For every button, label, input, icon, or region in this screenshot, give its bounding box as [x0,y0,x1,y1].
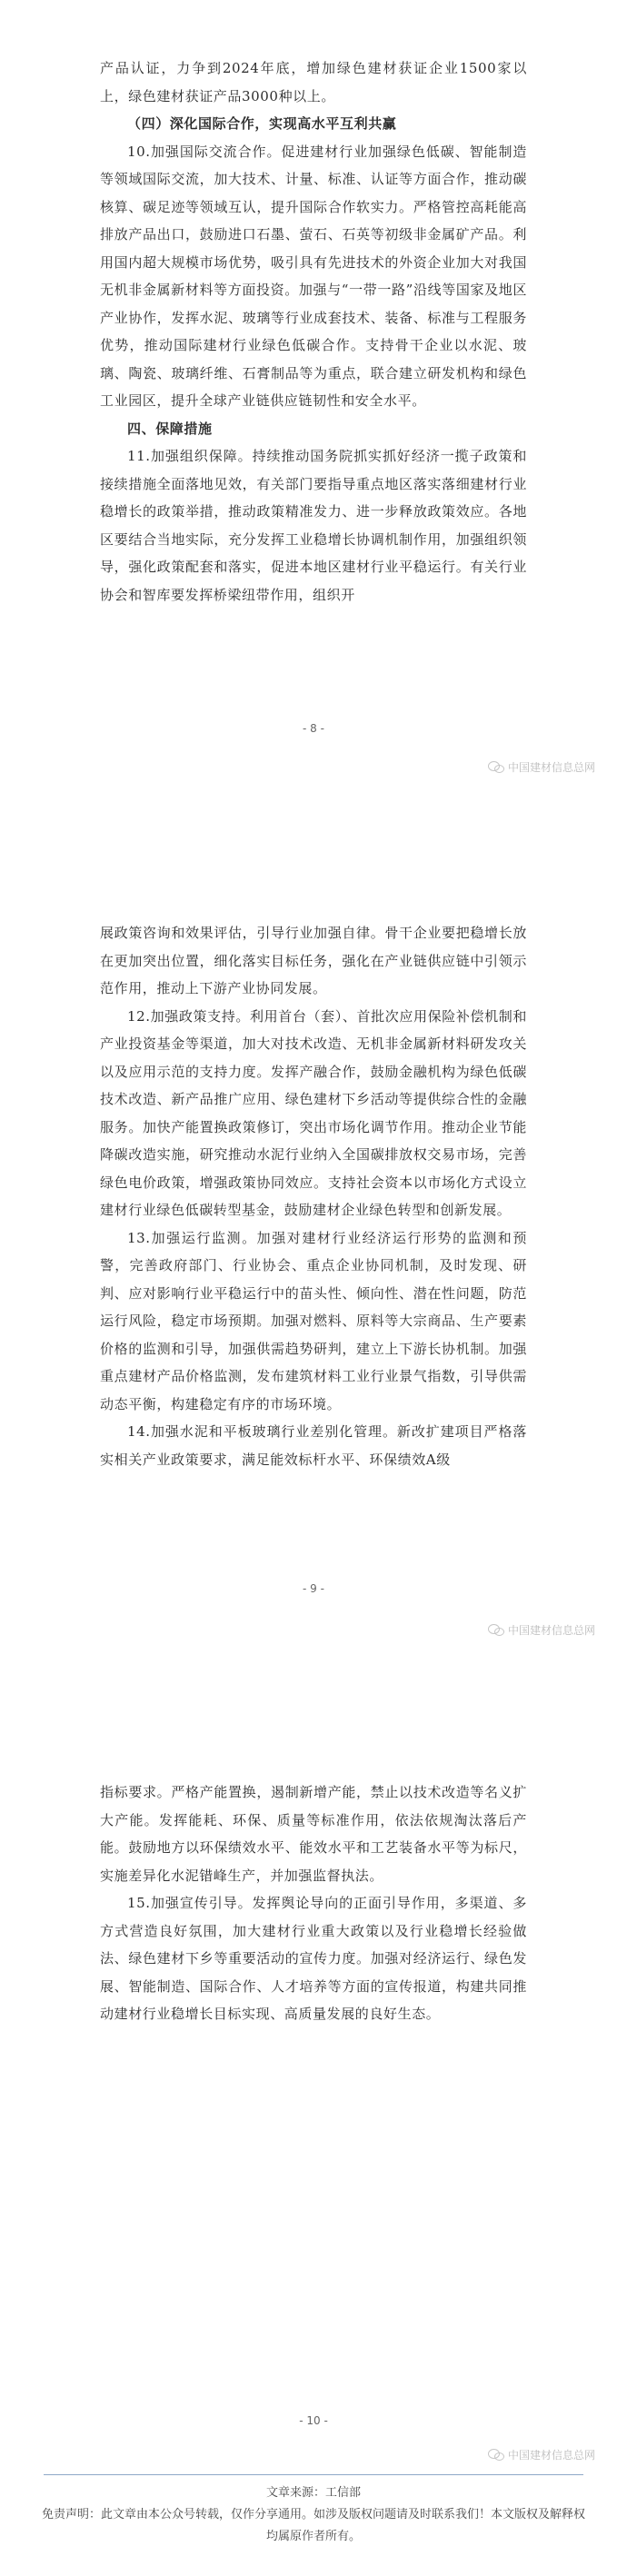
wechat-icon [488,2449,504,2461]
article-footer [41,2482,586,2548]
watermark [488,1622,595,1638]
paragraph: 10.加强国际交流合作。促进建材行业加强绿色低碳、智能制造等领域国际交流，加大技术、计量、标准、认证等方面合作，推动碳核算、碳足迹等领域互认，提升国际合作软实力。严格管控高耗能高排放产品出口，鼓励进口石墨、萤石、石英等初级非金属矿产品。利用国内超大规模市场优势，吸引具有先进技术的外资企业加大对我国无机非金属新材料等方面投资。加强与“一带一路”沿线等国家及地区产业协作，发挥水泥、玻璃等行业成套技术、装备、标准与工程服务优势，推动国际建材行业绿色低碳合作。支持骨干企业以水泥、玻璃、陶瓷、玻璃纤维、石膏制品等为重点，联合建立研发机构和绿色工业园区，提升全球产业链供应链韧性和安全水平。 [100,143,527,409]
paragraph: 12.加强政策支持。利用首台（套）、首批次应用保险补偿机制和产业投资基金等渠道，加大对技术改造、无机非金属新材料研发攻关以及应用示范的支持力度。发挥产融合作，鼓励金融机构为绿色低碳技术改造、新产品推广应用、绿色建材下乡活动等提供综合性的金融服务。加快产能置换政策修订，突出市场化调节作用。推动企业节能降碳改造实施，研究推动水泥行业纳入全国碳排放权交易市场，完善绿色电价政策，增强政策协同效应。支持社会资本以市场化方式设立建材行业绿色低碳转型基金，鼓励建材企业绿色转型和创新发展。 [100,1007,527,1218]
article-source: 文章来源：工信部 [265,2486,361,2500]
paragraph-continuation: 展政策咨询和效果评估，引导行业加强自律。骨干企业要把稳增长放在更加突出位置，细化落实目标任务，强化在产业链供应链中引领示范作用，推动上下游产业协同发展。 [100,925,527,996]
watermark-text: 中国建材信息总网 [507,761,595,774]
footer-divider [44,2474,583,2475]
watermark-text: 中国建材信息总网 [507,2449,595,2462]
paragraph: 14.加强水泥和平板玻璃行业差别化管理。新改扩建项目严格落实相关产业政策要求，满足能效标杆水平、环保绩效A级 [100,1423,527,1468]
disclaimer: 免责声明：此文章由本公众号转载，仅作分享通用。如涉及版权问题请及时联系我们！本文版权及解释权均属原作者所有。 [41,2508,585,2543]
page-number: - 10 - [299,2414,328,2427]
wechat-icon [488,761,504,773]
paragraph: 15.加强宣传引导。发挥舆论导向的正面引导作用，多渠道、多方式营造良好氛围，加大建材行业重大政策以及行业稳增长经验做法、绿色建材下乡等重要活动的宣传力度。加强对经济运行、绿色发展、智能制造、国际合作、人才培养等方面的宣传报道，构建共同推动建材行业稳增长目标实现、高质量发展的良好生态。 [100,1895,527,2022]
wechat-icon [488,1624,504,1636]
paragraph: 11.加强组织保障。持续推动国务院抓实抓好经济一揽子政策和接续措施全面落地见效，有关部门要指导重点地区落实落细建材行业稳增长的政策举措，推动政策精准发力、进一步释放政策效应。各地区要结合当地实际，充分发挥工业稳增长协调机制作用，加强组织领导，强化政策配套和落实，促进本地区建材行业平稳运行。有关行业协会和智库要发挥桥梁纽带作用，组织开 [100,448,527,603]
paragraph: 13.加强运行监测。加强对建材行业经济运行形势的监测和预警，完善政府部门、行业协会、重点企业协同机制，及时发现、研判、应对影响行业平稳运行中的苗头性、倾向性、潜在性问题，防范运行风险，稳定市场预期。加强对燃料、原料等大宗商品、生产要素价格的监测和引导，加强供需趋势研判，建立上下游长协机制。加强重点建材产品价格监测，发布建筑材料工业行业景气指数，引导供需动态平衡，构建稳定有序的市场环境。 [100,1229,527,1412]
page-8-body [100,54,527,609]
paragraph-continuation: 产品认证，力争到2024年底，增加绿色建材获证企业1500家以上，绿色建材获证产品3000种以上。 [100,60,527,104]
page-number: - 9 - [303,1582,324,1595]
section-heading: （四）深化国际合作，实现高水平互利共赢 [127,115,397,132]
watermark [488,2447,595,2462]
watermark [488,759,595,775]
section-heading: 四、保障措施 [127,420,213,437]
page-9-body [100,919,527,1473]
watermark-text: 中国建材信息总网 [507,1624,595,1637]
page-number: - 8 - [303,722,324,735]
page-10-body [100,1778,527,2028]
paragraph-continuation: 指标要求。严格产能置换，遏制新增产能，禁止以技术改造等名义扩大产能。发挥能耗、环保、质量等标准作用，依法依规淘汰落后产能。鼓励地方以环保绩效水平、能效水平和工艺装备水平等为标尺，实施差异化水泥错峰生产，并加强监督执法。 [100,1784,527,1884]
